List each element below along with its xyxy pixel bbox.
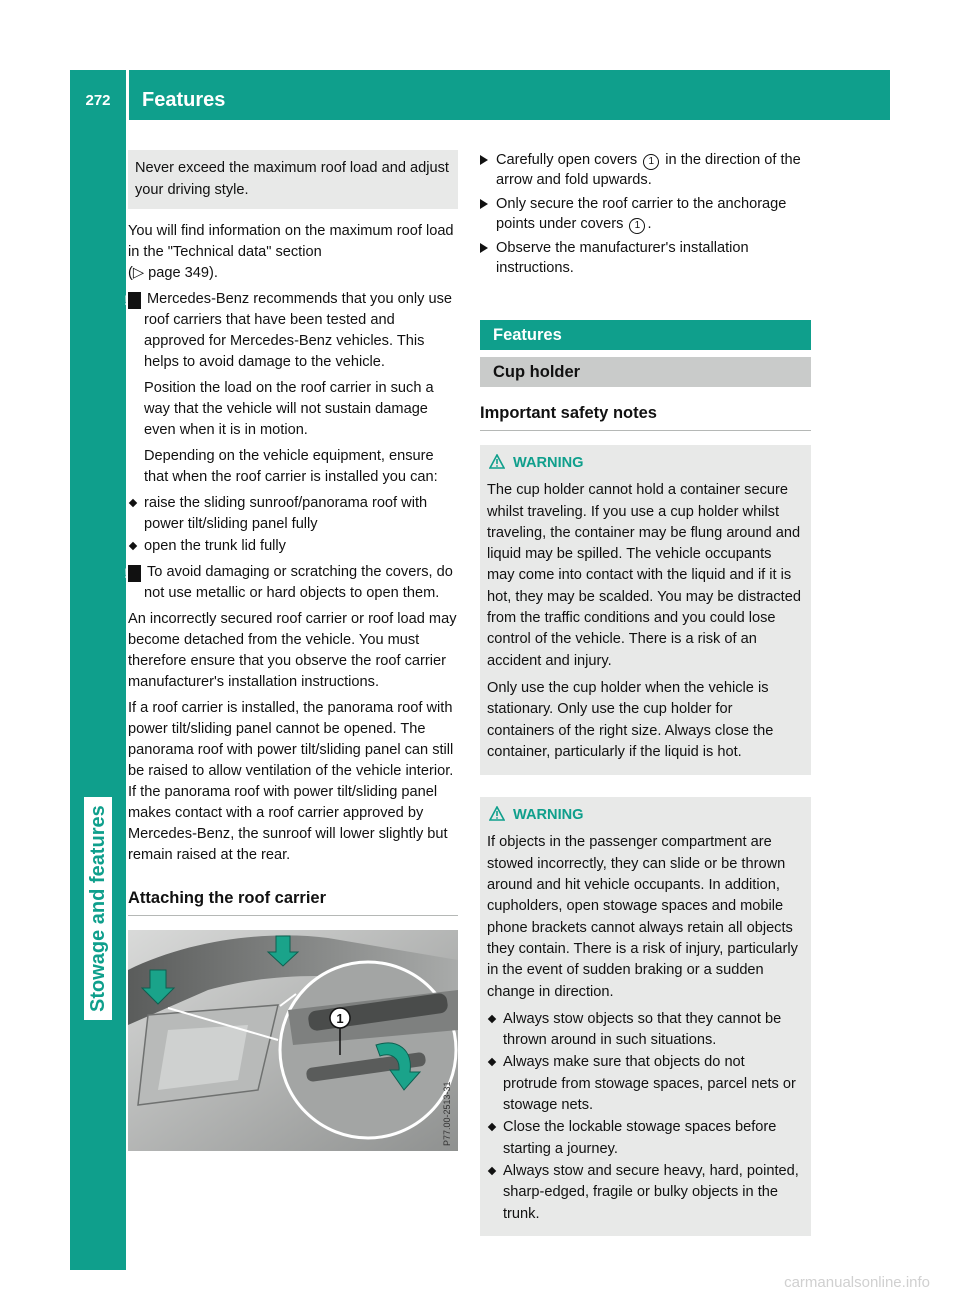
list-item: Always stow objects so that they cannot be thrown around in such situations. xyxy=(487,1009,803,1052)
list-item: Close the lockable stowage spaces before starting a journey. xyxy=(487,1117,803,1160)
heading-important-safety-notes: Important safety notes xyxy=(480,403,811,431)
notice-text: To avoid damaging or scratching the covers, do not use metallic or hard objects to open them. xyxy=(144,564,453,601)
step-text: Carefully open covers xyxy=(496,152,638,168)
list-item: Always stow and secure heavy, hard, pointed, sharp-edged, fragile or bulky objects in the trunk. xyxy=(487,1161,803,1225)
notice-exclamation-icon: ! xyxy=(128,292,141,309)
warning-paragraph: If objects in the passenger compartment are stowed incorrectly, they can slide or be thrown around and hit vehicle occupants. In addition, cupholders, open stowage spaces and mobile phone brackets cannot always retain all objects they contain. There is a risk of injury, particularly in the event of sudden braking or a sudden change in direction. xyxy=(487,834,798,1000)
warning-title xyxy=(487,805,803,826)
warning-paragraph: The cup holder cannot hold a container secure whilst traveling. If you use a cup holder whilst traveling, the container may be flung around and liquid may be spilled. The vehicle occupants may come into contact with the liquid and if it is hot, they may be scalded. You may be distracted from the traffic conditions and you could lose control of the vehicle. There is a risk of an accident and injury. xyxy=(487,482,801,669)
marker-1-icon: 1 xyxy=(629,218,645,234)
page-title: Features xyxy=(142,89,226,111)
roof-carrier-illustration xyxy=(128,930,458,1151)
warning-box-stowage xyxy=(480,797,811,1236)
step-text: Observe the manufacturer's installation instructions. xyxy=(496,240,749,276)
warning-triangle-icon xyxy=(489,806,505,821)
chapter-label: Stowage and features xyxy=(84,797,112,1020)
right-column xyxy=(480,150,811,1258)
list-item: raise the sliding sunroof/panorama roof with power tilt/sliding panel fully xyxy=(128,493,458,535)
step-text: Only secure the roof carrier to the anchorage points under covers xyxy=(496,196,787,232)
list-item: open the trunk lid fully xyxy=(128,536,458,557)
notice-exclamation-icon: ! xyxy=(128,565,141,582)
notice-text: Mercedes-Benz recommends that you only use roof carriers that have been tested and approved for Mercedes-Benz vehicles. This helps to avoid damage to the vehicle. xyxy=(144,291,452,370)
paragraph-max-roof-load xyxy=(128,221,458,284)
note-text: Never exceed the maximum roof load and adjust your driving style. xyxy=(135,160,449,198)
paragraph-incorrect-carrier: An incorrectly secured roof carrier or roof load may become detached from the vehicle. You must therefore ensure that you observe the roof carrier manufacturer's installation instructions. xyxy=(128,611,457,690)
step-item xyxy=(480,150,811,190)
notice-roof-carriers xyxy=(124,289,458,557)
warning-box-cup-holder xyxy=(480,445,811,775)
section-bar-features: Features xyxy=(480,320,811,350)
notice-paragraph xyxy=(124,289,458,373)
paragraph-panorama-roof: If a roof carrier is installed, the panorama roof with power tilt/sliding panel cannot be opened. The panorama roof with power tilt/sliding panel can still be raised to allow ventilation of the vehicle interior. If the panorama roof with power tilt/sliding panel makes contact with a roof carrier approved by Mercedes-Benz, the sunroof will lower slightly but remain raised at the rear. xyxy=(128,700,454,863)
step-item xyxy=(480,194,811,234)
notice-paragraph: Position the load on the roof carrier in such a way that the vehicle will not sustain damage even when it is in motion. xyxy=(144,380,434,438)
left-column xyxy=(124,150,458,1151)
note-box xyxy=(128,150,458,209)
notice-paragraph: Depending on the vehicle equipment, ensure that when the roof carrier is installed you can: xyxy=(144,448,438,485)
warning-triangle-icon xyxy=(489,454,505,469)
step-text: . xyxy=(647,216,652,232)
paragraph-text: You will find information on the maximum roof load in the "Technical data" section xyxy=(128,223,454,260)
page-header xyxy=(70,70,890,120)
warning-title-text: WARNING xyxy=(513,455,584,471)
notice-bullet-list xyxy=(128,493,458,557)
warning-title xyxy=(487,453,803,474)
detail-zoom-circle xyxy=(280,962,456,1138)
instruction-steps xyxy=(480,150,811,278)
car-seat xyxy=(158,1025,248,1090)
page-number: 272 xyxy=(70,70,129,120)
subsection-bar-cup-holder: Cup holder xyxy=(480,357,811,387)
warning-title-text: WARNING xyxy=(513,807,584,824)
step-text: in the direction of the arrow and fold upwards. xyxy=(496,152,801,188)
page-reference-link[interactable]: (▷ page 349). xyxy=(128,265,218,281)
notice-covers xyxy=(124,562,458,604)
marker-1-label: 1 xyxy=(336,1011,344,1026)
chapter-sidebar xyxy=(70,120,126,1270)
warning-paragraph: Only use the cup holder when the vehicle is stationary. Only use the cup holder for containers of the right size. Always close the container, particularly if the liquid is hot. xyxy=(487,679,774,760)
list-item: Always make sure that objects do not protrude from stowage spaces, parcel nets or stowage nets. xyxy=(487,1052,803,1116)
watermark: carmanualsonline.info xyxy=(784,1274,930,1291)
heading-attaching-roof-carrier: Attaching the roof carrier xyxy=(128,888,458,916)
step-item xyxy=(480,238,811,278)
marker-1-icon: 1 xyxy=(643,154,659,170)
figure-code: P77.00-2513-31 xyxy=(442,1081,452,1146)
warning-bullet-list xyxy=(487,1009,803,1225)
